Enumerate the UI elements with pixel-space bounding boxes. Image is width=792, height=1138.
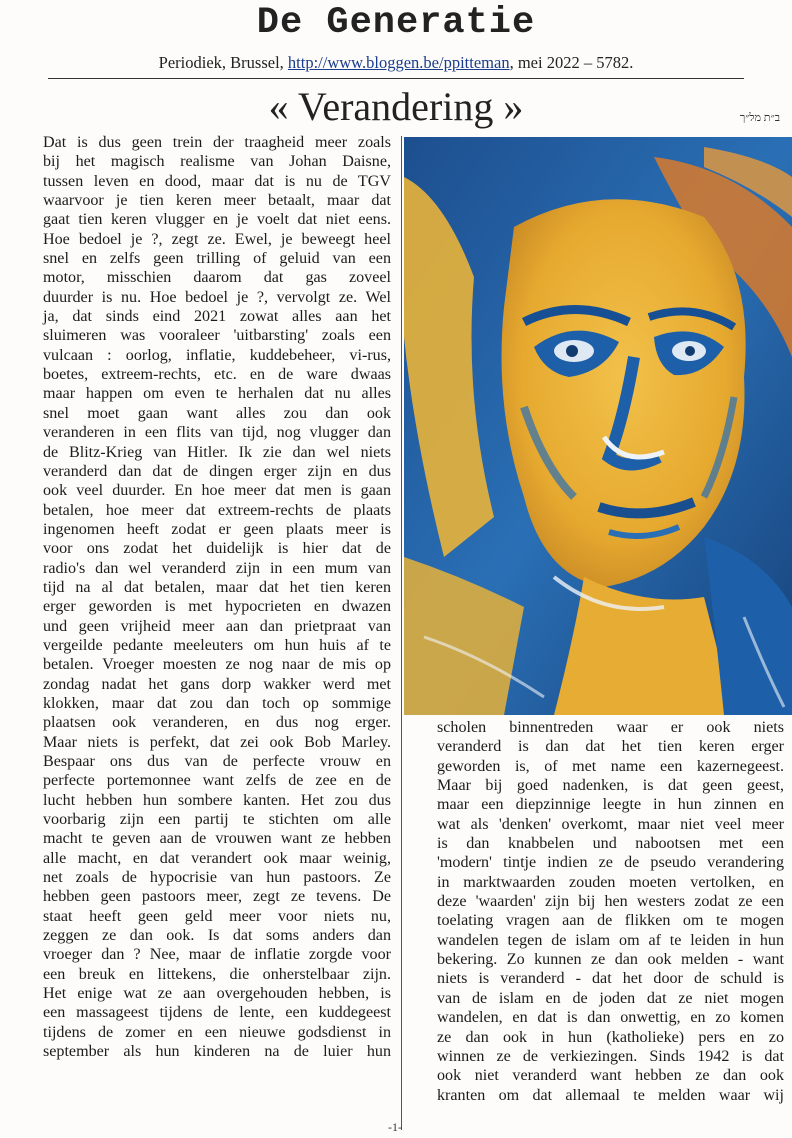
text-line: Het enige wat ze aan overgehouden hebben, is [43,985,391,1003]
text-line: und geen vrijheid meer aan dan prietpraat van [43,617,391,635]
text-line: zeggen ze dan ook. Is dat soms anders dan [43,927,391,945]
text-line: een massageest tijdens de lente, een kuddegeest [43,1004,391,1022]
text-line: veranderen in een flits van tijd, nog vlugger dan [43,424,391,442]
text-line: erger geworden is met hypocrieten en dwazen [43,598,391,616]
text-line: Dat is dus geen trein der traagheid meer zoals [43,134,391,151]
text-line: plaatsen ook veranderen, en dus nog erger. [43,714,391,732]
text-line: winnen ze de verkiezingen. Sinds 1942 is dat [437,1047,784,1065]
text-line: staat heeft geen geld meer voor niets nu, [43,907,391,925]
text-line: vulcaan : oorlog, inflatie, kuddebeheer, vi-rus, [43,346,391,364]
text-line: hebben geen pastoors meer, zegt ze tevens. De [43,888,391,906]
text-line: ze dan ook in hun (katholieke) pers en zo [437,1028,784,1046]
text-line: wat als 'denken' overkomt, maar niet veel meer [437,815,784,833]
text-line: wandelen tegen de islam om af te leiden in hun [437,931,784,949]
text-line: boetes, extreem-rechts, etc. en de ware dwaas [43,366,391,384]
text-line: Hoe bedoel je ?, zegt ze. Ewel, je beweegt heel [43,230,391,248]
text-line: ook niet veranderd want hebben ze dan ook [437,1067,784,1085]
text-line: deze 'waarden' zijn bij hen westers zodat ze een [437,893,784,911]
text-line: snel en zelfs geen trilling of geluid van een [43,250,391,268]
masthead-subline [0,53,792,73]
text-line: kranten om dat allemaal te melden waar wij [437,1086,784,1104]
text-line: is dan knabbelen und nabootsen met een [437,835,784,853]
text-line: lucht hebben hun sombere kanten. Het zou dus [43,791,391,809]
text-line: zondag nadat het gans dorp wakker werd met [43,675,391,693]
column-divider [401,136,402,1130]
text-line: in marktwaarden zouden moeten vertolken, en [437,873,784,891]
text-line: klokken, maar dat zou dan toch op sommige [43,694,391,712]
page-number: -1- [388,1120,402,1134]
text-line: gaat tien keren vlugger en je voelt dat niet eens. [43,211,391,229]
text-line: van de islam en de joden dat ze niet mogen [437,989,784,1007]
subline-prefix: Periodiek, Brussel, [158,53,288,72]
article-title: « Verandering » [268,84,524,129]
text-line: een breuk en littekens, die onherstelbaar zijn. [43,965,391,983]
text-line: geworden is, of met name een kazernegeest. [437,757,784,775]
blog-link[interactable]: http://www.bloggen.be/ppitteman [287,53,510,72]
text-line: september als hun kinderen na de luier hun [43,1043,391,1061]
text-line: maar happen om even te herhalen dat nu alles [43,385,391,403]
text-line: net zoals de hypocrisie van hun pastoors. Ze [43,869,391,887]
text-line: bij het magisch realisme van Johan Daisne, [43,153,391,171]
masthead-title: De Generatie [256,2,536,44]
text-line: scholen binnentreden waar er ook niets [437,719,784,736]
text-line: ja, dat sinds eind 2021 zowat alles aan het [43,308,391,326]
text-line: voor ons zodat het duidelijk is hier dat de [43,540,391,558]
text-line: de Blitz-Krieg van Hitler. Ik zie dan wel niets [43,443,391,461]
text-line: duurder is nu. Hoe bedoel je ?, vervolgt ze. Wel [43,288,391,306]
text-line: betalen. Vroeger moesten ze nog naar de mis op [43,656,391,674]
text-line: Maar bij goed nadenken, is dat geen geest, [437,777,784,795]
hebrew-mark: ב״ת מל״ך [739,112,780,124]
text-line: snel moet gaan want alles zou dan ook [43,404,391,422]
text-line: perfecte portemonnee want zelfs de zee en de [43,772,391,790]
text-line: tijd na al dat betalen, maar dat het tien keren [43,578,391,596]
text-line: Bespaar ons dus van de perfecte vrouw en [43,753,391,770]
text-line: vroeger dan ? Nee, maar de inflatie zorgde voor [43,946,391,964]
text-line: bekering. Zo kunnen ze dan ook melden - want [437,951,784,969]
text-line: veranderd dan dat de dingen erger zijn en dus [43,462,391,480]
text-line: 'modern' tintje indien ze de pseudo verandering [437,854,784,872]
portrait-painting [404,137,792,715]
text-line: ingenomen heeft zodat er geen plaats meer is [43,520,391,538]
text-line: vergeilde pedante meeleuters om hun huis af te [43,636,391,654]
text-line: betalen, hoe meer dat extreem-rechts de plaats [43,501,391,519]
text-line: niets is veranderd - dat het door de schuld is [437,970,784,988]
text-line: maar een diepzinnige leegte in hun zinnen en [437,796,784,814]
text-line: radio's dan wel veranderd zijn in een mum van [43,559,391,577]
text-line: wandelen, en dat is dan onwettig, en zo komen [437,1009,784,1027]
text-line: veranderd is dan dat het tien keren erger [437,738,784,756]
right-column [437,718,784,1105]
left-column [43,133,391,1062]
header-rule [48,78,744,79]
text-line: ook veel duurder. En hoe meer dat men is gaan [43,482,391,500]
text-line: alle macht, en dat verandert ook maar weinig, [43,849,391,867]
text-line: tussen leven en dood, maar dat is nu de TGV [43,172,391,190]
text-line: macht te geven aan de vrouwen want ze hebben [43,830,391,848]
text-line: Maar niets is perfekt, dat zei ook Bob Marley. [43,733,391,751]
subline-suffix: , mei 2022 – 5782. [509,53,634,72]
text-line: tijdens de zomer en een nieuwe godsdienst in [43,1023,391,1041]
text-line: sluimeren was vooraleer 'uitbarsting' zoals een [43,327,391,345]
text-line: voorbarig zijn een partij te stichten om alle [43,811,391,829]
text-line: waarvoor je tien keren meer betaalt, maar dat [43,192,391,210]
text-line: motor, misschien daarom dat gas zoveel [43,269,391,287]
text-line: toelating vragen aan de flikken om te mogen [437,912,784,930]
